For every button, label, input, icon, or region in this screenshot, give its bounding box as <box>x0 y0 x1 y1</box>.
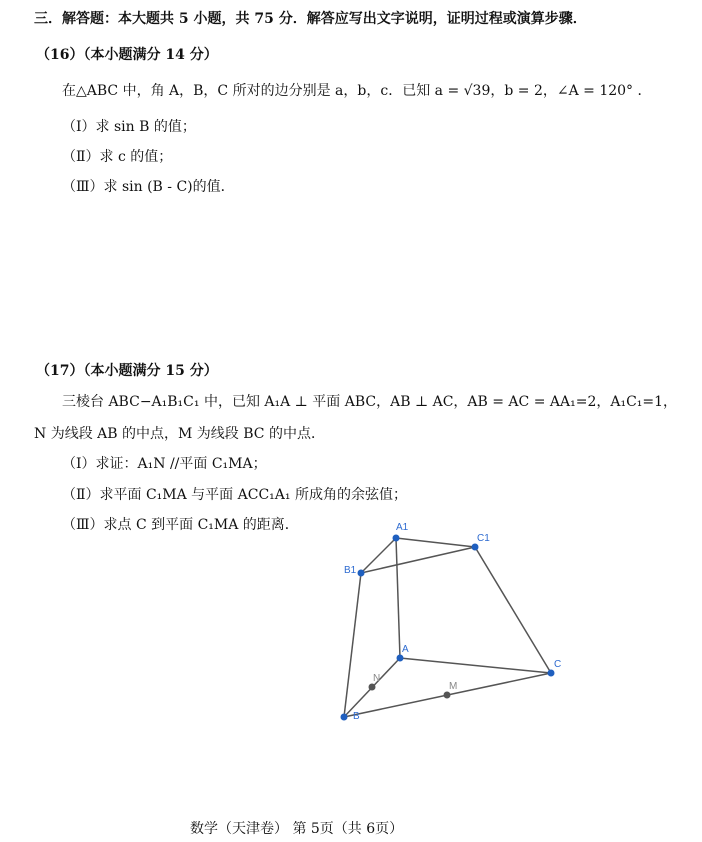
label-a: A <box>402 644 409 655</box>
label-a1: A1 <box>396 522 409 533</box>
vertex-c <box>548 670 555 677</box>
q16-part-3: （Ⅲ）求 sin (B - C)的值． <box>62 179 235 195</box>
q17-part-3: （Ⅲ）求点 C 到平面 C₁MA 的距离． <box>62 517 299 533</box>
vertex-b <box>341 714 348 721</box>
vertex-c1 <box>472 544 479 551</box>
q17-part-1: （Ⅰ）求证：A₁N //平面 C₁MA； <box>62 456 267 472</box>
vertex-a <box>397 655 404 662</box>
edge-c1-c <box>475 547 551 673</box>
edge-a1-b1 <box>361 538 396 573</box>
frustum-diagram <box>330 515 580 730</box>
label-n: N <box>373 673 381 684</box>
midpoint-m <box>444 692 451 699</box>
q17-heading: （17）（本小题满分 15 分） <box>36 363 218 379</box>
q16-part-1: （Ⅰ）求 sin B 的值； <box>62 119 196 135</box>
edge-a1-a <box>396 538 400 658</box>
q17-statement-line-2: N 为线段 AB 的中点，M 为线段 BC 的中点． <box>34 426 325 442</box>
label-m: M <box>449 681 458 692</box>
q17-statement-line-1: 三棱台 ABC−A₁B₁C₁ 中，已知 A₁A ⊥ 平面 ABC，AB ⊥ AC，AB = AC = AA₁=2，A₁C₁=1， <box>62 394 678 410</box>
edge-b1-b <box>344 573 361 717</box>
label-b1: B1 <box>344 565 357 576</box>
q16-part-2: （Ⅱ）求 c 的值； <box>62 149 173 165</box>
q17-part-2: （Ⅱ）求平面 C₁MA 与平面 ACC₁A₁ 所成角的余弦值； <box>62 487 407 503</box>
vertex-a1 <box>393 535 400 542</box>
edge-b1-c1 <box>361 547 475 573</box>
q16-heading: （16）（本小题满分 14 分） <box>36 47 218 63</box>
vertex-b1 <box>358 570 365 577</box>
midpoint-n <box>369 684 376 691</box>
q16-statement: 在△ABC 中，角 A，B，C 所对的边分别是 a，b，c．已知 a = √39，b = 2，∠A = 120° ． <box>62 83 652 99</box>
label-c1: C1 <box>477 533 490 544</box>
section-heading: 三．解答题：本大题共 5 小题，共 75 分．解答应写出文字说明，证明过程或演算步骤． <box>34 11 587 27</box>
edge-a-c <box>400 658 551 673</box>
edge-a1-c1 <box>396 538 475 547</box>
label-c: C <box>554 659 562 670</box>
page-footer: 数学（天津卷） 第 5页（共 6页） <box>190 821 404 837</box>
label-b: B <box>353 711 360 722</box>
